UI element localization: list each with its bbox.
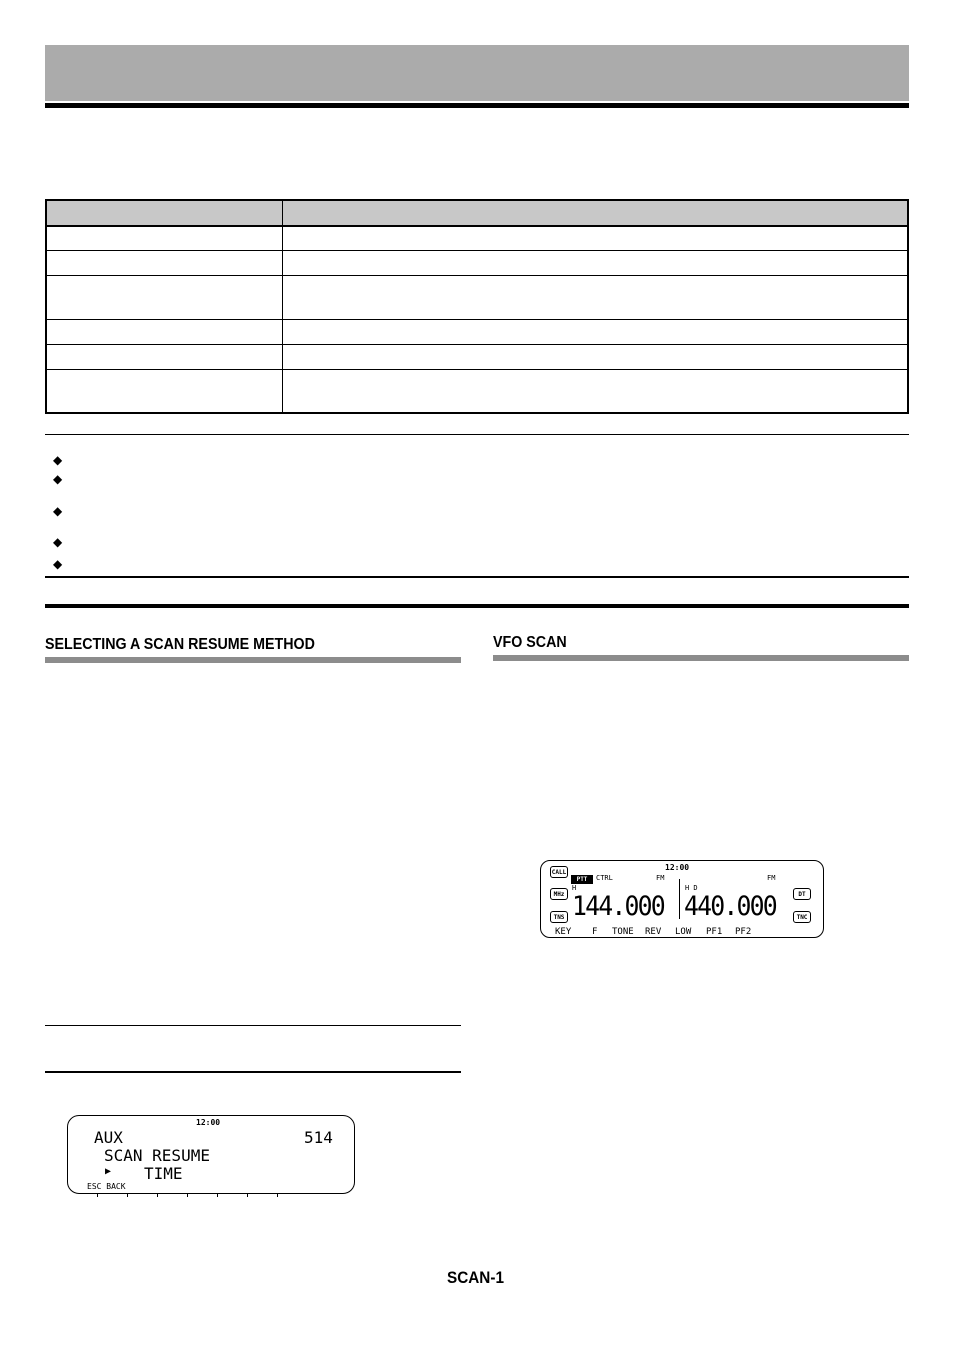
softkey-tick xyxy=(187,1193,188,1197)
section-rule xyxy=(45,604,909,608)
radio-lcd-display xyxy=(540,860,824,938)
right-mode-label: FM xyxy=(767,874,776,882)
dt-badge: DT xyxy=(793,888,811,900)
right-power-label: H D xyxy=(685,884,698,892)
menu-number: 514 xyxy=(304,1128,333,1147)
softkey-tone: TONE xyxy=(612,927,634,937)
band-divider xyxy=(679,879,680,919)
softkey-tick xyxy=(277,1193,278,1197)
note-bottom-rule xyxy=(45,576,909,578)
menu-group: AUX xyxy=(94,1128,123,1147)
mhz-badge: MHz xyxy=(550,888,568,900)
rule-above-note xyxy=(45,1025,461,1026)
table-row-divider xyxy=(47,344,907,345)
note-bullet: ◆ xyxy=(53,472,63,486)
softkey-f: F xyxy=(592,927,598,937)
softkey-tick xyxy=(97,1193,98,1197)
menu-lcd-display xyxy=(67,1115,355,1194)
table-header-row xyxy=(47,201,907,227)
tns-badge: TNS xyxy=(550,911,568,923)
softkey-pf1: PF1 xyxy=(706,927,723,937)
softkey-tick xyxy=(247,1193,248,1197)
right-frequency: 440.000 xyxy=(684,891,776,922)
table-row-divider xyxy=(47,319,907,320)
rule-below-note xyxy=(45,1071,461,1073)
tnc-badge: TNC xyxy=(793,911,811,923)
scan-types-table xyxy=(45,199,909,414)
table-row-divider xyxy=(47,275,907,276)
call-badge: CALL xyxy=(550,866,568,878)
left-power-label: H xyxy=(572,884,577,892)
heading-vfo-scan: VFO SCAN xyxy=(493,634,567,651)
clock-readout: 12:00 xyxy=(196,1118,221,1127)
softkey-rev: REV xyxy=(645,927,662,937)
menu-item: SCAN RESUME xyxy=(104,1146,210,1165)
page-number: SCAN-1 xyxy=(447,1268,504,1287)
table-row-divider xyxy=(47,369,907,370)
chapter-header-band xyxy=(45,45,909,101)
left-mode-label: FM xyxy=(656,874,665,882)
heading-underline xyxy=(45,657,461,663)
softkey-tick xyxy=(157,1193,158,1197)
note-bullet: ◆ xyxy=(53,453,63,467)
note-top-rule xyxy=(45,434,909,435)
softkey-pf2: PF2 xyxy=(735,927,752,937)
menu-value: TIME xyxy=(144,1164,183,1183)
note-bullet: ◆ xyxy=(53,504,63,518)
note-bullet: ◆ xyxy=(53,535,63,549)
esc-back-softkey: ESC BACK xyxy=(87,1182,126,1191)
softkey-tick xyxy=(127,1193,128,1197)
heading-scan-resume: SELECTING A SCAN RESUME METHOD xyxy=(45,636,315,653)
table-column-divider xyxy=(282,201,283,412)
cursor-icon: ▶ xyxy=(105,1166,112,1177)
note-bullet: ◆ xyxy=(53,557,63,571)
clock-readout: 12:00 xyxy=(665,863,690,872)
chapter-header-rule xyxy=(45,103,909,108)
softkey-low: LOW xyxy=(675,927,692,937)
softkey-key: KEY xyxy=(555,927,572,937)
heading-underline xyxy=(493,655,909,661)
left-frequency: 144.000 xyxy=(572,891,664,922)
softkey-tick xyxy=(217,1193,218,1197)
ptt-badge: PTT xyxy=(571,875,593,884)
ctrl-label: CTRL xyxy=(596,874,613,882)
table-row-divider xyxy=(47,250,907,251)
